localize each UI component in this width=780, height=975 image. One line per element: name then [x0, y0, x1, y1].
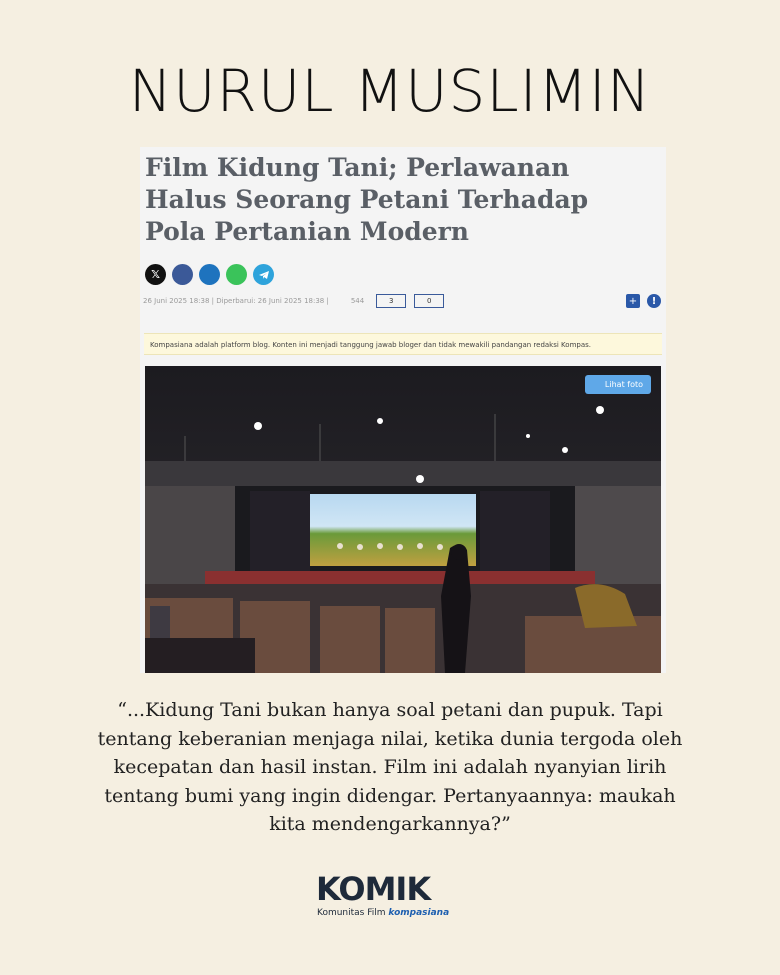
disclaimer-notice: Kompasiana adalah platform blog. Konten ini menjadi tanggung jawab bloger dan tidak mewakili pandangan redaksi Kompas.	[144, 333, 662, 355]
facebook-icon[interactable]	[172, 264, 193, 285]
comment-count[interactable]: 0	[414, 294, 444, 308]
bookmark-icon[interactable]: +	[626, 294, 640, 308]
article-title: Film Kidung Tani; Perlawanan Halus Seorang Petani Terhadap Pola Pertanian Modern	[145, 153, 589, 246]
cinema-scene	[145, 366, 661, 673]
article-date: 26 Juni 2025 18:38 | Diperbarui: 26 Juni 2025 18:38 |	[143, 297, 329, 305]
linkedin-icon[interactable]	[199, 264, 220, 285]
logo-brand: kompasiana	[388, 908, 450, 918]
author-name: NURUL MUSLIMIN	[128, 57, 652, 125]
article-screenshot	[140, 147, 666, 673]
article-meta	[143, 292, 663, 310]
logo-wordmark: KOMIK	[316, 870, 431, 908]
view-photo-button[interactable]: Lihat foto	[585, 375, 651, 394]
report-icon[interactable]: !	[647, 294, 661, 308]
whatsapp-icon[interactable]	[226, 264, 247, 285]
x-icon[interactable]: 𝕏	[145, 264, 166, 285]
quote-text: “...Kidung Tani bukan hanya soal petani dan pupuk. Tapi tentang keberanian menjaga nilai, ketika dunia tergoda oleh kecepatan dan hasil instan. Film ini adalah nyanyian lirih tentang bumi yang ingin didengar. Pertanyaannya: maukah kita mendengarkannya?”	[97, 699, 683, 835]
logo-community: Komunitas Film	[317, 908, 386, 918]
logo-subtitle	[317, 908, 449, 918]
view-count: 544	[350, 297, 365, 305]
share-bar	[145, 264, 274, 285]
telegram-icon[interactable]	[253, 264, 274, 285]
komik-logo	[313, 872, 473, 922]
rating-count[interactable]: 3	[376, 294, 406, 308]
article-photo[interactable]	[145, 366, 661, 673]
